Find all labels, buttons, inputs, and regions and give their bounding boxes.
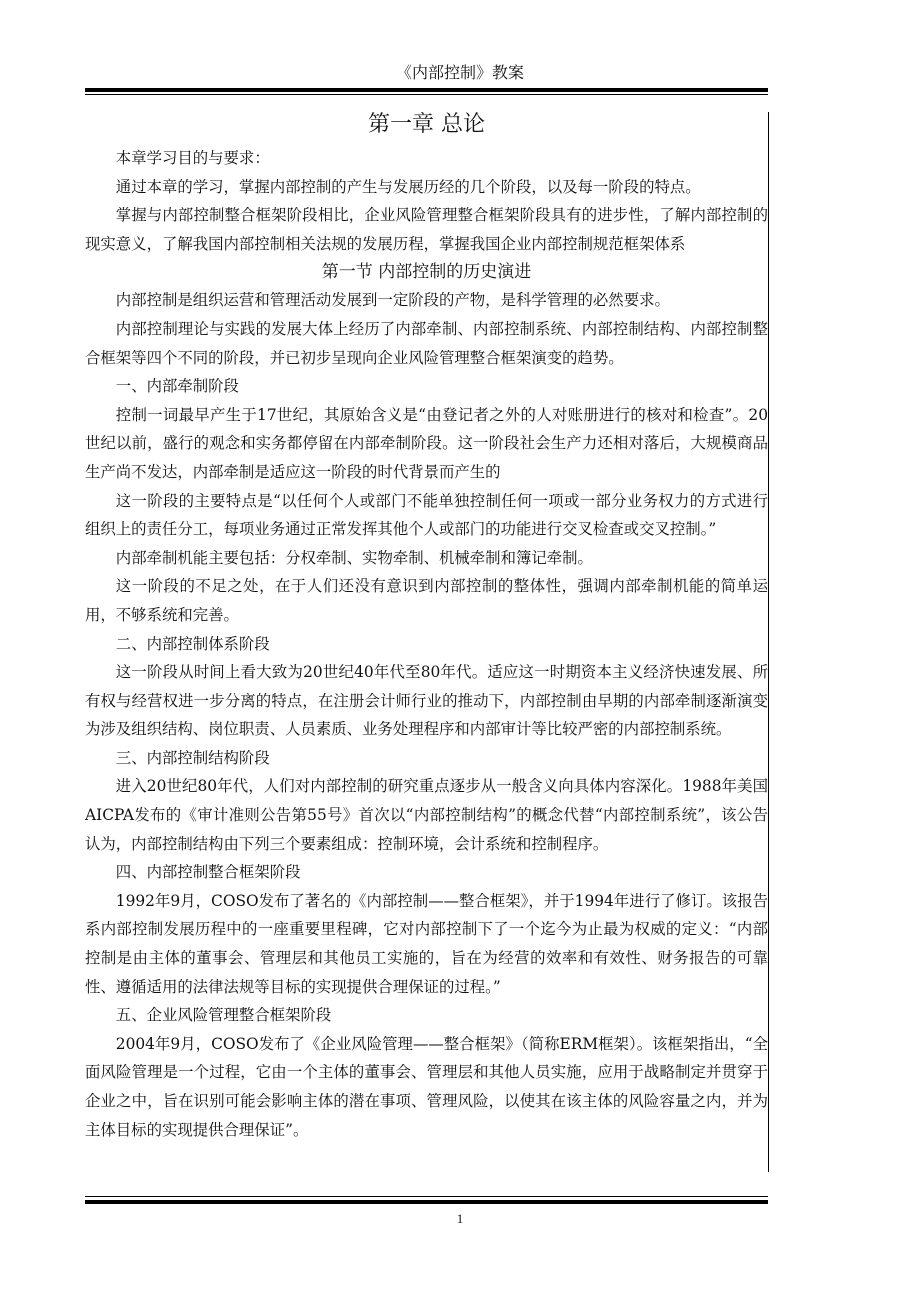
page-number: 1 xyxy=(456,1211,464,1226)
header-title: 《内部控制》教案 xyxy=(395,63,524,82)
body-paragraph: 这一阶段的主要特点是“以任何个人或部门不能单独控制任何一项或一部分业务权力的方式进行组织上的责任分工，每项业务通过正常发挥其他个人或部门的功能进行交叉检查或交叉控制。” xyxy=(85,491,768,539)
subsection-heading: 一、内部牵制阶段 xyxy=(115,377,239,396)
right-margin-line xyxy=(768,112,769,1172)
body-paragraph: 这一阶段从时间上看大致为20世纪40年代至80年代。适应这一时期资本主义经济快速发展、所有权与经营权进一步分离的特点，在注册会计师行业的推动下，内部控制由早期的内部牵制逐渐演变为涉及组织结构、岗位职责、人员素质、业务处理程序和内部审计等比较严密的内部控制系统。 xyxy=(85,663,768,739)
footer-rule-thick xyxy=(85,1200,768,1204)
body-paragraph: 内部控制理论与实践的发展大体上经历了内部牵制、内部控制系统、内部控制结构、内部控制整合框架等四个不同的阶段，并已初步呈现向企业风险管理整合框架演变的趋势。 xyxy=(85,319,768,367)
objectives-heading: 本章学习目的与要求： xyxy=(115,149,270,167)
document-body xyxy=(85,108,768,1144)
header-rule-thin xyxy=(85,94,768,95)
subsection-heading: 三、内部控制结构阶段 xyxy=(115,748,270,767)
subsection-heading: 五、企业风险管理整合框架阶段 xyxy=(115,1006,332,1025)
body-paragraph: 这一阶段的不足之处，在于人们还没有意识到内部控制的整体性，强调内部牵制机能的简单运用，不够系统和完善。 xyxy=(85,577,768,624)
body-paragraph: 2004年9月，COSO发布了《企业风险管理——整合框架》（简称ERM框架）。该框架指出，“全面风险管理是一个过程，它由一个主体的董事会、管理层和其他人员实施，应用于战略制定并贯穿于企业之中，旨在识别可能会影响主体的潜在事项、管理风险，以使其在该主体的风险容量之内，并为主体目标的实现提供合理保证”。 xyxy=(85,1034,768,1139)
body-paragraph: 内部控制是组织运营和管理活动发展到一定阶段的产物，是科学管理的必然要求。 xyxy=(115,291,670,310)
body-paragraph: 1992年9月，COSO发布了著名的《内部控制——整合框架》，并于1994年进行了修订。该报告系内部控制发展历程中的一座重要里程碑，它对内部控制下了一个迄今为止最为权威的定义：“内部控制是由主体的董事会、管理层和其他员工实施的，旨在为经营的效率和有效性、财务报告的可靠性、遵循适用的法律法规等目标的实现提供合理保证的过程。” xyxy=(85,891,768,996)
section-title: 第一节 内部控制的历史演进 xyxy=(321,262,532,283)
body-paragraph: 进入20世纪80年代，人们对内部控制的研究重点逐步从一般含义向具体内容深化。1988年美国AICPA发布的《审计准则公告第55号》首次以“内部控制结构”的概念代替“内部控制系统”，该公告认为，内部控制结构由下列三个要素组成：控制环境，会计系统和控制程序。 xyxy=(85,777,768,853)
header-rule-thick xyxy=(85,88,768,92)
chapter-title: 第一章 总论 xyxy=(368,112,485,137)
body-paragraph: 内部牵制机能主要包括：分权牵制、实物牵制、机械牵制和簿记牵制。 xyxy=(115,548,593,567)
objectives-paragraph: 掌握与内部控制整合框架阶段相比，企业风险管理整合框架阶段具有的进步性，了解内部控制的现实意义，了解我国内部控制相关法规的发展历程，掌握我国企业内部控制规范框架体系 xyxy=(85,206,768,253)
objectives-paragraph: 通过本章的学习，掌握内部控制的产生与发展历经的几个阶段，以及每一阶段的特点。 xyxy=(115,177,701,196)
body-paragraph: 控制一词最早产生于17世纪，其原始含义是“由登记者之外的人对账册进行的核对和检查”。20世纪以前，盛行的观念和实务都停留在内部牵制阶段。这一阶段社会生产力还相对落后，大规模商品生产尚不发达，内部牵制是适应这一阶段的时代背景而产生的 xyxy=(85,405,768,481)
subsection-heading: 四、内部控制整合框架阶段 xyxy=(115,863,301,882)
subsection-heading: 二、内部控制体系阶段 xyxy=(115,634,270,653)
footer-rule-thin xyxy=(85,1196,768,1197)
